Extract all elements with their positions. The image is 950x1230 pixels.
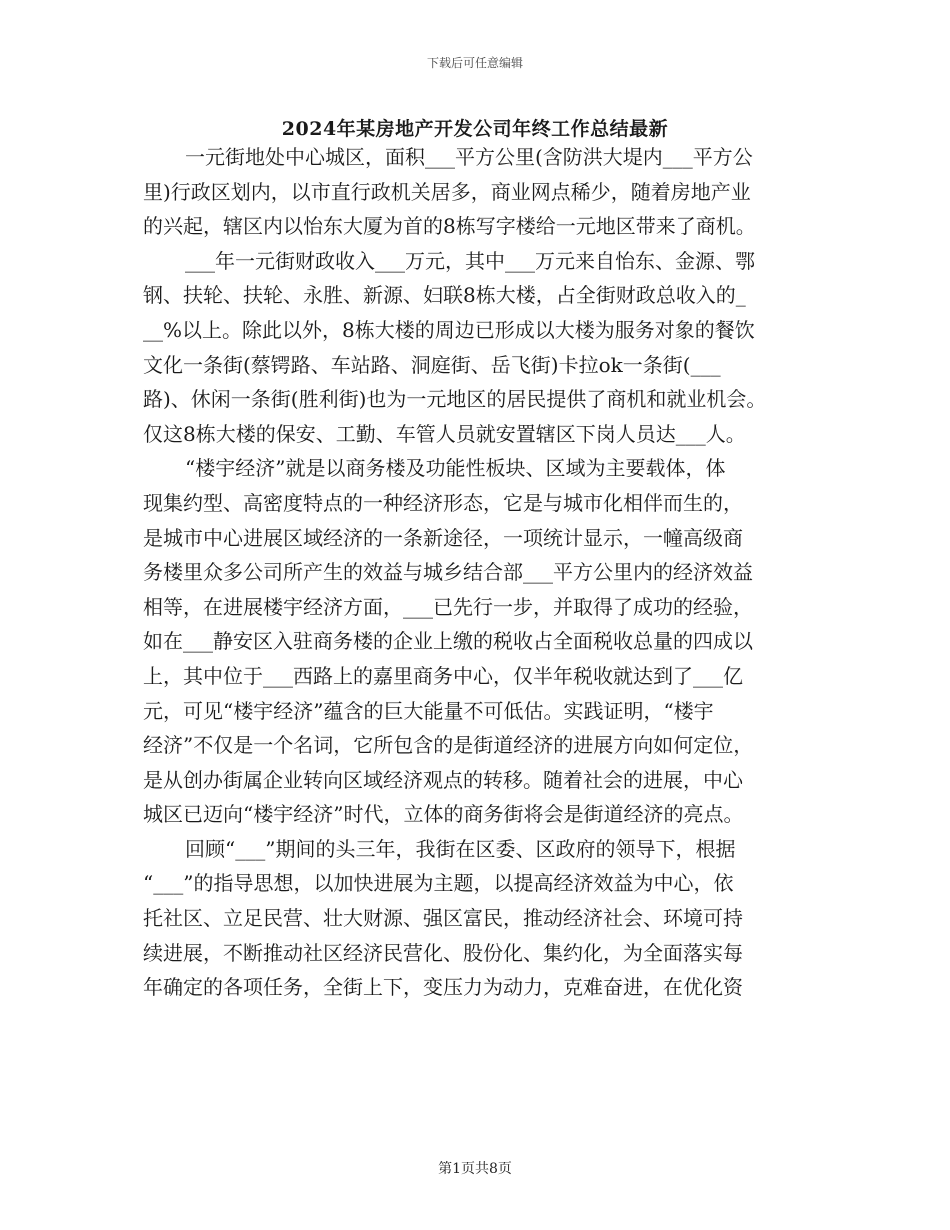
body-line: 托社区、立足民营、壮大财源、强区富民，推动经济社会、环境可持 <box>143 906 743 931</box>
body-line: 相等，在进展楼宇经济方面，___已先行一步，并取得了成功的经验， <box>143 594 753 619</box>
body-line: __%以上。除此以外，8栋大楼的周边已形成以大楼为服务对象的餐饮 <box>143 317 755 342</box>
body-line: 回顾“___”期间的头三年，我街在区委、区政府的领导下，根据 <box>185 836 736 861</box>
body-line: “楼宇经济”就是以商务楼及功能性板块、区域为主要载体，体 <box>185 456 726 481</box>
page-header: 下载后可任意编辑 <box>426 56 523 70</box>
body-line: 钢、扶轮、扶轮、永胜、新源、妇联8栋大楼，占全街财政总收入的_ <box>143 283 746 308</box>
body-line: 务楼里众多公司所产生的效益与城乡结合部___平方公里内的经济效益 <box>143 560 753 585</box>
body-line: 路)、休闲一条街(胜利街)也为一元地区的居民提供了商机和就业机会。 <box>143 387 767 412</box>
body-line: 现集约型、高密度特点的一种经济形态，它是与城市化相伴而生的， <box>143 490 743 515</box>
document-title: 2024年某房地产开发公司年终工作总结最新 <box>281 118 669 140</box>
body-line: 是从创办街属企业转向区域经济观点的转移。随着社会的进展，中心 <box>143 767 743 792</box>
body-line: 续进展，不断推动社区经济民营化、股份化、集约化，为全面落实每 <box>143 940 743 965</box>
body-line: ___年一元街财政收入___万元，其中___万元来自怡东、金源、鄂 <box>185 248 755 273</box>
body-line: 年确定的各项任务，全街上下，变压力为动力，克难奋进，在优化资 <box>143 975 743 1000</box>
page-number: 第1页共8页 <box>438 1161 512 1177</box>
body-line: 里)行政区划内，以市直行政机关居多，商业网点稀少，随着房地产业 <box>143 179 751 204</box>
body-line: 文化一条街(蔡锷路、车站路、洞庭街、岳飞街)卡拉ok一条街(___ <box>143 352 721 377</box>
body-line: 仅这8栋大楼的保安、工勤、车管人员就安置辖区下岗人员达___人。 <box>143 421 746 446</box>
body-line: 的兴起，辖区内以怡东大厦为首的8栋写字楼给一元地区带来了商机。 <box>143 214 756 239</box>
body-line: 经济”不仅是一个名词，它所包含的是街道经济的进展方向如何定位， <box>143 733 754 758</box>
body-line: 元，可见“楼宇经济”蕴含的巨大能量不可低估。实践证明，“楼宇 <box>143 698 714 723</box>
body-line: 上，其中位于___西路上的嘉里商务中心，仅半年税收就达到了___亿 <box>143 663 743 688</box>
body-line: 城区已迈向“楼宇经济”时代，立体的商务街将会是街道经济的亮点。 <box>143 802 744 827</box>
body-line: 一元街地处中心城区，面积___平方公里(含防洪大堤内___平方公 <box>185 145 753 169</box>
document-body <box>143 140 823 1005</box>
body-line: 是城市中心进展区域经济的一条新途径，一项统计显示，一幢高级商 <box>143 525 743 550</box>
body-line: “___”的指导思想，以加快进展为主题，以提高经济效益为中心，依 <box>143 871 734 896</box>
body-line: 如在___静安区入驻商务楼的企业上缴的税收占全面税收总量的四成以 <box>143 629 753 654</box>
